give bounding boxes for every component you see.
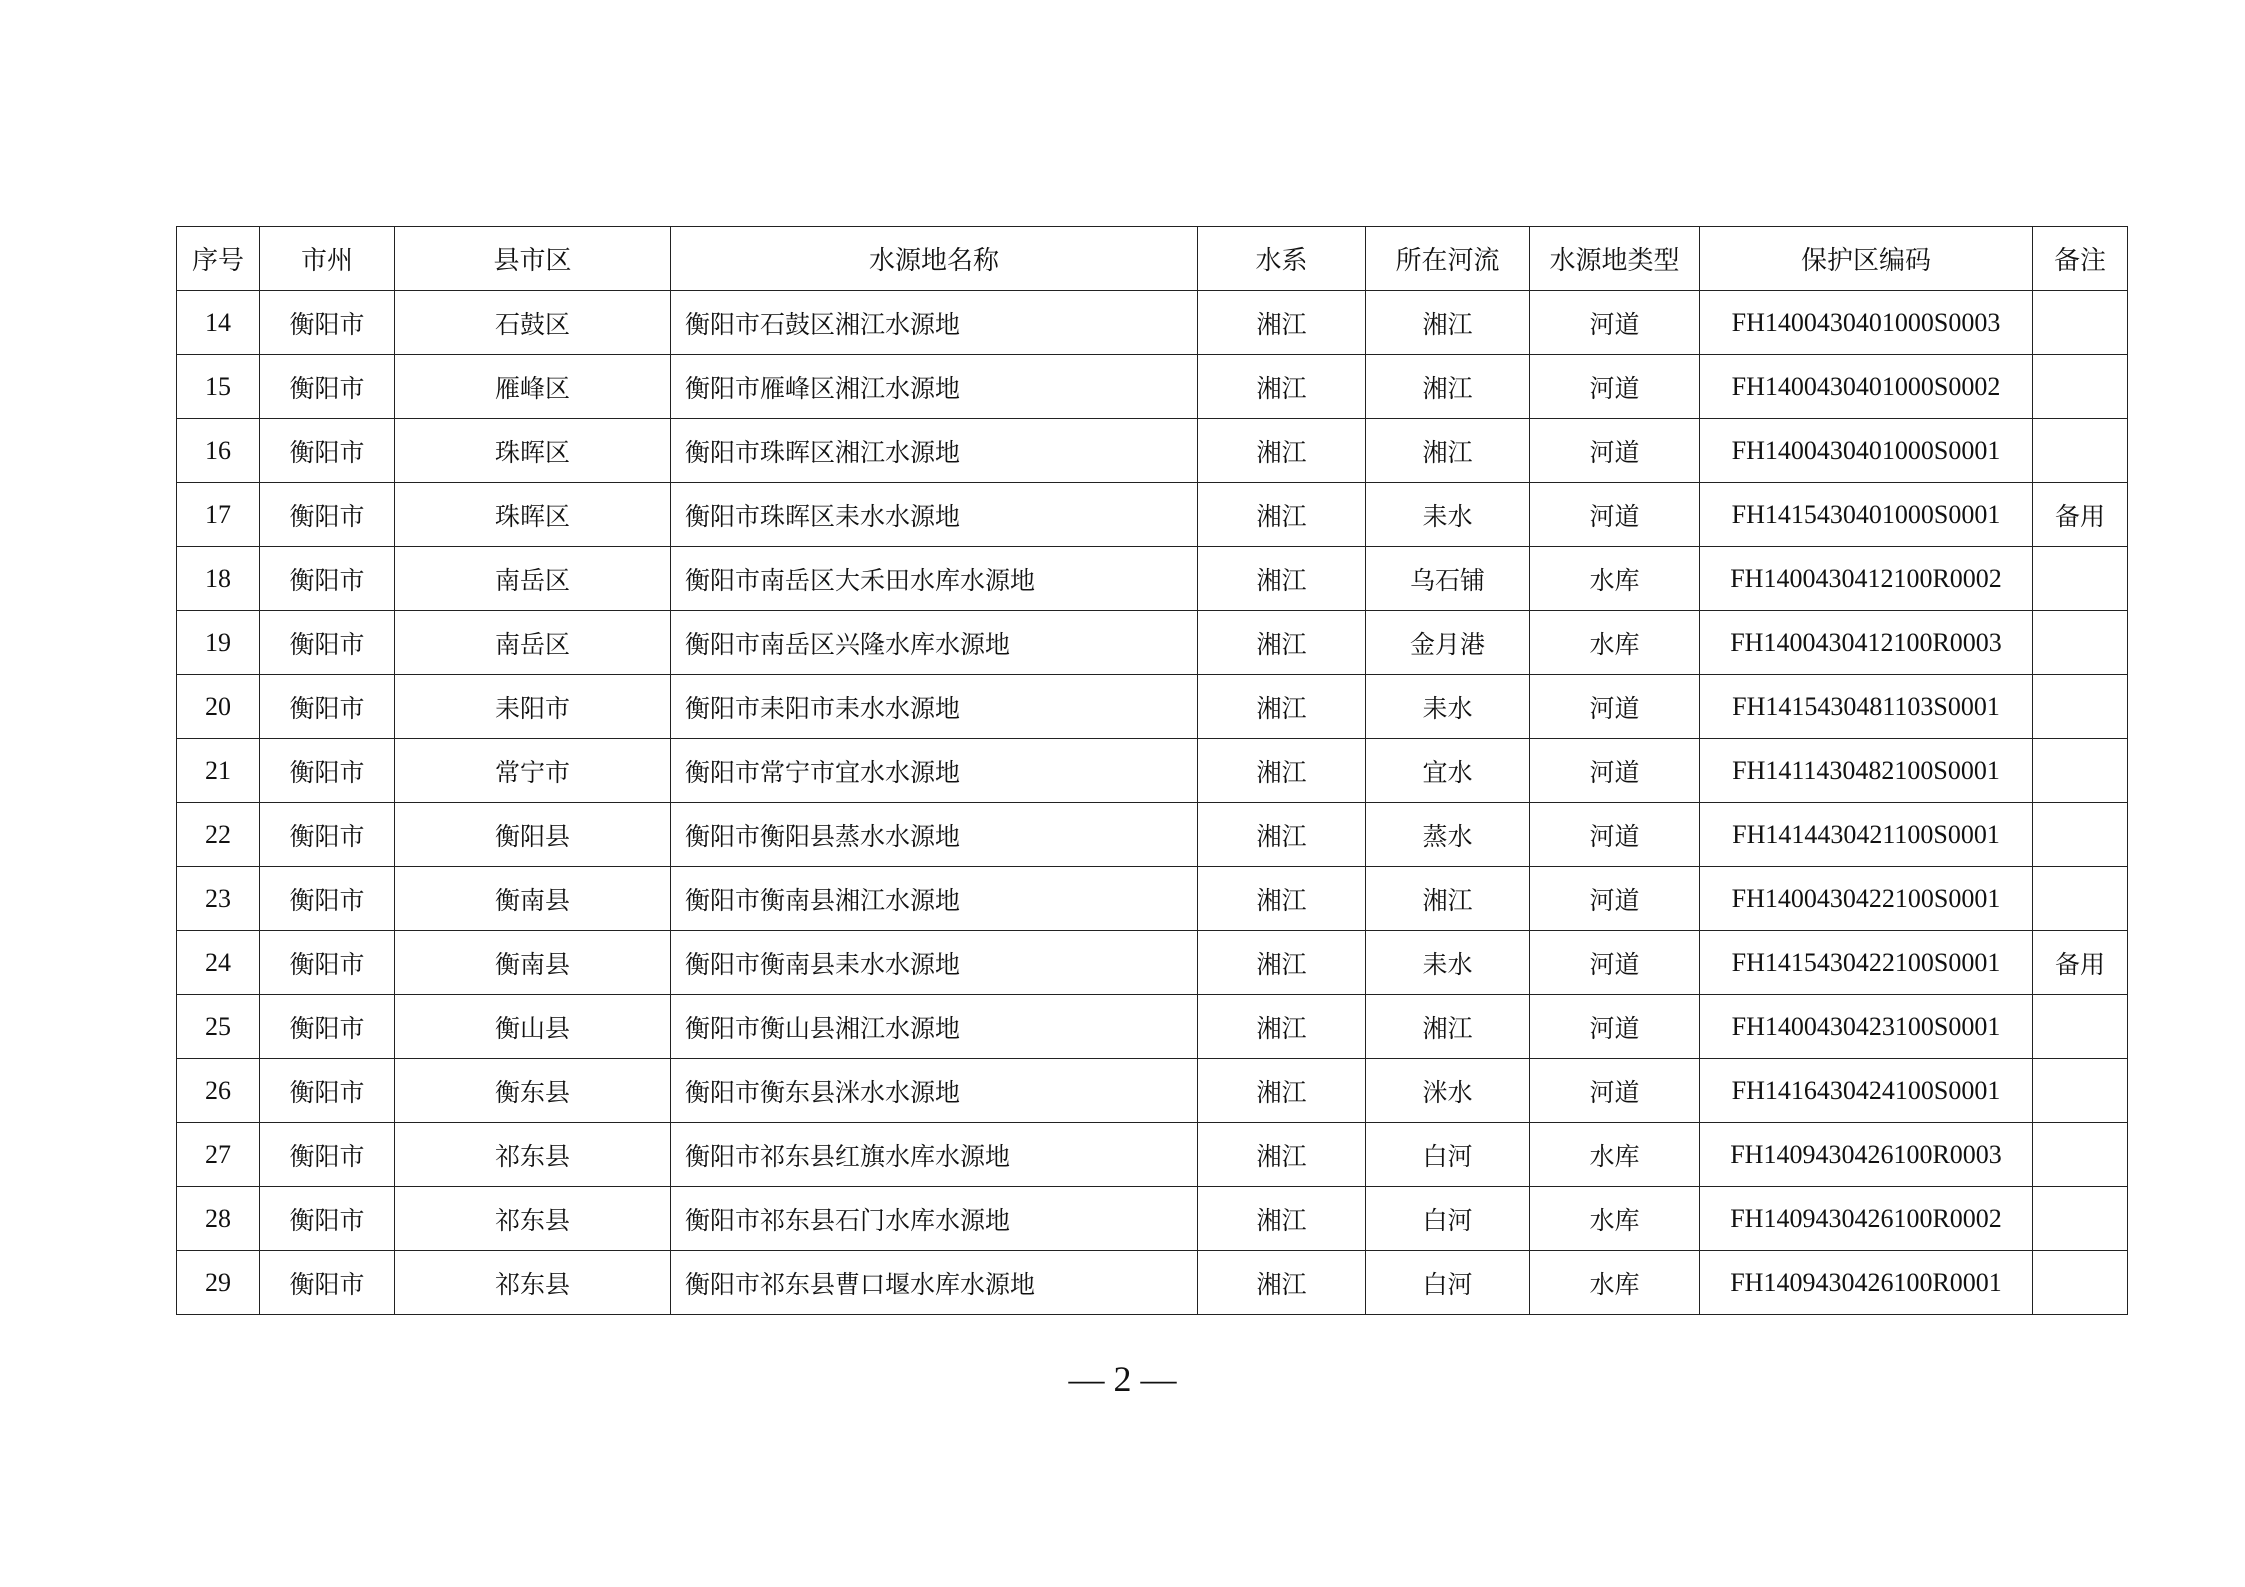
cell-remarks [2033,995,2128,1059]
page-number: — 2 — [1068,1359,1177,1399]
cell-remarks [2033,803,2128,867]
cell-source-name: 衡阳市衡东县洣水水源地 [671,1059,1198,1123]
cell-source-name: 衡阳市石鼓区湘江水源地 [671,291,1198,355]
cell-source-name: 衡阳市衡南县耒水水源地 [671,931,1198,995]
cell-water-system: 湘江 [1198,291,1366,355]
cell-county: 常宁市 [395,739,671,803]
table-row [177,419,2128,483]
cell-source-name: 衡阳市祁东县红旗水库水源地 [671,1123,1198,1187]
cell-remarks [2033,867,2128,931]
cell-remarks [2033,675,2128,739]
cell-source-name: 衡阳市南岳区兴隆水库水源地 [671,611,1198,675]
cell-county: 衡南县 [395,931,671,995]
cell-river: 乌石铺 [1366,547,1530,611]
cell-source-type: 河道 [1530,419,1700,483]
cell-source-type: 河道 [1530,739,1700,803]
cell-river: 耒水 [1366,931,1530,995]
cell-remarks: 备用 [2033,483,2128,547]
table-row [177,483,2128,547]
cell-county: 衡东县 [395,1059,671,1123]
table-row [177,611,2128,675]
cell-county: 石鼓区 [395,291,671,355]
table-body [177,291,2128,1315]
cell-water-system: 湘江 [1198,1059,1366,1123]
cell-county: 衡山县 [395,995,671,1059]
cell-city: 衡阳市 [260,1187,395,1251]
cell-source-type: 河道 [1530,803,1700,867]
cell-remarks [2033,355,2128,419]
cell-index: 25 [177,995,260,1059]
cell-source-name: 衡阳市耒阳市耒水水源地 [671,675,1198,739]
table-row [177,547,2128,611]
header-protection-code: 保护区编码 [1700,227,2033,291]
cell-index: 21 [177,739,260,803]
cell-river: 白河 [1366,1187,1530,1251]
cell-water-system: 湘江 [1198,675,1366,739]
table-row [177,1123,2128,1187]
table-row [177,355,2128,419]
cell-water-system: 湘江 [1198,355,1366,419]
cell-county: 雁峰区 [395,355,671,419]
cell-source-type: 水库 [1530,611,1700,675]
cell-city: 衡阳市 [260,547,395,611]
cell-river: 蒸水 [1366,803,1530,867]
cell-index: 28 [177,1187,260,1251]
cell-source-name: 衡阳市雁峰区湘江水源地 [671,355,1198,419]
cell-protection-code: FH1400430412100R0003 [1700,611,2033,675]
cell-city: 衡阳市 [260,291,395,355]
water-source-table [176,226,2128,1315]
cell-protection-code: FH1409430426100R0003 [1700,1123,2033,1187]
header-city: 市州 [260,227,395,291]
cell-river: 宜水 [1366,739,1530,803]
cell-index: 19 [177,611,260,675]
header-remarks: 备注 [2033,227,2128,291]
cell-protection-code: FH1414430421100S0001 [1700,803,2033,867]
table-header-row [177,227,2128,291]
cell-county: 南岳区 [395,611,671,675]
cell-index: 14 [177,291,260,355]
cell-source-type: 河道 [1530,355,1700,419]
cell-water-system: 湘江 [1198,995,1366,1059]
table-row [177,1251,2128,1315]
cell-source-type: 河道 [1530,995,1700,1059]
cell-water-system: 湘江 [1198,1187,1366,1251]
cell-source-type: 水库 [1530,1251,1700,1315]
cell-protection-code: FH1411430482100S0001 [1700,739,2033,803]
cell-river: 白河 [1366,1251,1530,1315]
cell-remarks [2033,1059,2128,1123]
cell-water-system: 湘江 [1198,1251,1366,1315]
cell-city: 衡阳市 [260,1059,395,1123]
cell-source-type: 河道 [1530,1059,1700,1123]
cell-city: 衡阳市 [260,1123,395,1187]
cell-index: 15 [177,355,260,419]
cell-source-type: 水库 [1530,1187,1700,1251]
cell-index: 17 [177,483,260,547]
cell-index: 23 [177,867,260,931]
cell-county: 祁东县 [395,1123,671,1187]
cell-index: 27 [177,1123,260,1187]
table-row [177,291,2128,355]
cell-source-name: 衡阳市珠晖区湘江水源地 [671,419,1198,483]
cell-source-type: 河道 [1530,675,1700,739]
cell-river: 湘江 [1366,291,1530,355]
cell-county: 衡阳县 [395,803,671,867]
cell-river: 耒水 [1366,483,1530,547]
cell-protection-code: FH1415430422100S0001 [1700,931,2033,995]
cell-protection-code: FH1409430426100R0001 [1700,1251,2033,1315]
cell-index: 18 [177,547,260,611]
cell-remarks [2033,1187,2128,1251]
header-river: 所在河流 [1366,227,1530,291]
cell-city: 衡阳市 [260,611,395,675]
cell-county: 祁东县 [395,1187,671,1251]
cell-water-system: 湘江 [1198,1123,1366,1187]
cell-river: 湘江 [1366,867,1530,931]
cell-county: 珠晖区 [395,419,671,483]
cell-county: 南岳区 [395,547,671,611]
table-row [177,739,2128,803]
cell-city: 衡阳市 [260,739,395,803]
cell-water-system: 湘江 [1198,931,1366,995]
cell-city: 衡阳市 [260,483,395,547]
cell-city: 衡阳市 [260,355,395,419]
cell-protection-code: FH1416430424100S0001 [1700,1059,2033,1123]
cell-water-system: 湘江 [1198,547,1366,611]
cell-source-type: 河道 [1530,483,1700,547]
cell-index: 29 [177,1251,260,1315]
cell-source-name: 衡阳市珠晖区耒水水源地 [671,483,1198,547]
cell-county: 珠晖区 [395,483,671,547]
cell-water-system: 湘江 [1198,483,1366,547]
cell-index: 20 [177,675,260,739]
cell-river: 湘江 [1366,419,1530,483]
cell-index: 22 [177,803,260,867]
cell-water-system: 湘江 [1198,611,1366,675]
cell-river: 白河 [1366,1123,1530,1187]
table-row [177,867,2128,931]
cell-source-name: 衡阳市衡南县湘江水源地 [671,867,1198,931]
cell-protection-code: FH1409430426100R0002 [1700,1187,2033,1251]
cell-source-type: 水库 [1530,547,1700,611]
cell-source-name: 衡阳市祁东县石门水库水源地 [671,1187,1198,1251]
cell-source-type: 水库 [1530,1123,1700,1187]
cell-protection-code: FH1400430401000S0001 [1700,419,2033,483]
cell-remarks [2033,739,2128,803]
cell-water-system: 湘江 [1198,739,1366,803]
cell-index: 26 [177,1059,260,1123]
cell-river: 金月港 [1366,611,1530,675]
cell-city: 衡阳市 [260,419,395,483]
cell-remarks [2033,291,2128,355]
cell-source-name: 衡阳市常宁市宜水水源地 [671,739,1198,803]
cell-index: 16 [177,419,260,483]
cell-county: 衡南县 [395,867,671,931]
table-row [177,1187,2128,1251]
cell-protection-code: FH1400430401000S0002 [1700,355,2033,419]
cell-city: 衡阳市 [260,867,395,931]
cell-source-name: 衡阳市衡山县湘江水源地 [671,995,1198,1059]
cell-protection-code: FH1400430423100S0001 [1700,995,2033,1059]
cell-county: 耒阳市 [395,675,671,739]
header-source-name: 水源地名称 [671,227,1198,291]
cell-source-name: 衡阳市祁东县曹口堰水库水源地 [671,1251,1198,1315]
cell-source-type: 河道 [1530,931,1700,995]
cell-index: 24 [177,931,260,995]
cell-protection-code: FH1400430422100S0001 [1700,867,2033,931]
cell-county: 祁东县 [395,1251,671,1315]
cell-city: 衡阳市 [260,803,395,867]
cell-city: 衡阳市 [260,995,395,1059]
cell-remarks [2033,1123,2128,1187]
cell-protection-code: FH1415430401000S0001 [1700,483,2033,547]
header-county: 县市区 [395,227,671,291]
table-row [177,995,2128,1059]
cell-water-system: 湘江 [1198,803,1366,867]
cell-source-type: 河道 [1530,291,1700,355]
cell-source-name: 衡阳市衡阳县蒸水水源地 [671,803,1198,867]
cell-river: 湘江 [1366,995,1530,1059]
header-source-type: 水源地类型 [1530,227,1700,291]
cell-river: 湘江 [1366,355,1530,419]
cell-remarks [2033,611,2128,675]
cell-city: 衡阳市 [260,675,395,739]
cell-source-type: 河道 [1530,867,1700,931]
cell-river: 洣水 [1366,1059,1530,1123]
table-row [177,931,2128,995]
cell-remarks [2033,419,2128,483]
cell-river: 耒水 [1366,675,1530,739]
cell-water-system: 湘江 [1198,867,1366,931]
cell-protection-code: FH1415430481103S0001 [1700,675,2033,739]
cell-source-name: 衡阳市南岳区大禾田水库水源地 [671,547,1198,611]
cell-city: 衡阳市 [260,1251,395,1315]
cell-remarks: 备用 [2033,931,2128,995]
cell-remarks [2033,547,2128,611]
cell-remarks [2033,1251,2128,1315]
cell-water-system: 湘江 [1198,419,1366,483]
table-row [177,803,2128,867]
header-water-system: 水系 [1198,227,1366,291]
cell-protection-code: FH1400430401000S0003 [1700,291,2033,355]
table-row [177,1059,2128,1123]
header-index: 序号 [177,227,260,291]
cell-protection-code: FH1400430412100R0002 [1700,547,2033,611]
table-row [177,675,2128,739]
cell-city: 衡阳市 [260,931,395,995]
